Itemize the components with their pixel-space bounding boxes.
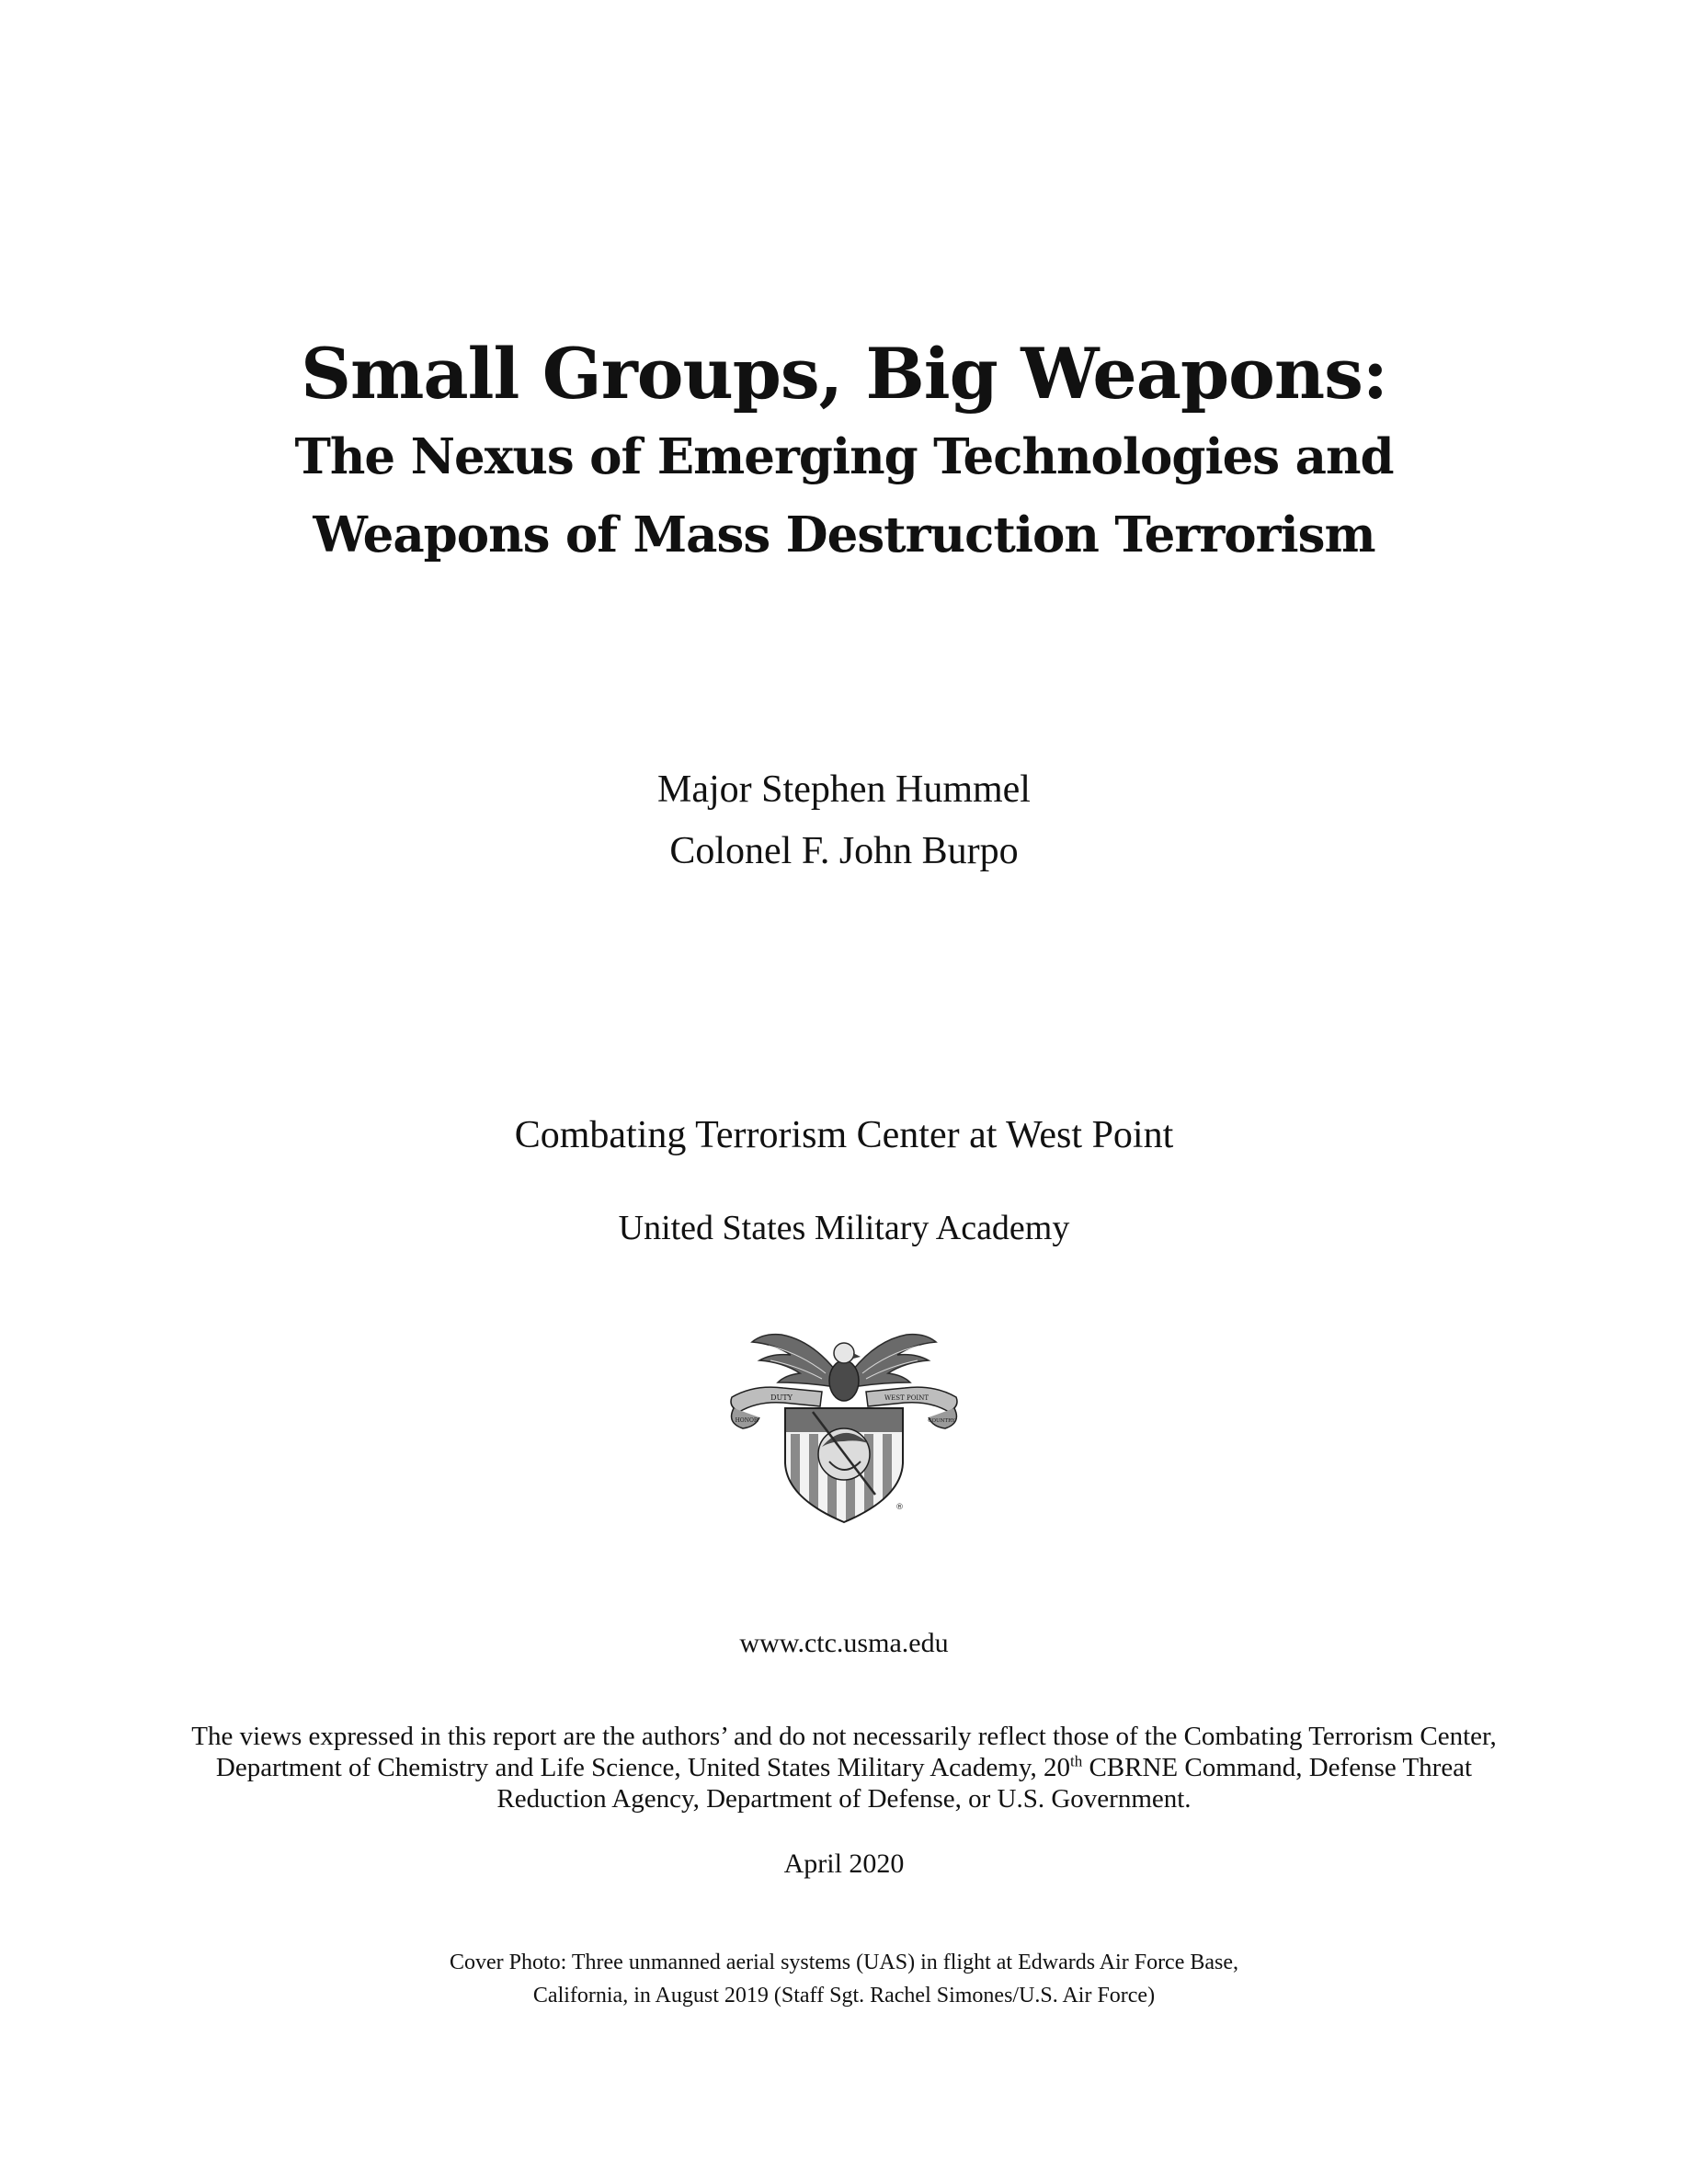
disclaimer-part-2: CBRNE Command, Defense Threat Reduction Agency, Department of Defense, or U.S. Government.: [496, 1753, 1473, 1814]
title-subtitle-line-2: Weapons of Mass Destruction Terrorism: [313, 506, 1375, 563]
cover-photo-credit-line-2: California, in August 2019 (Staff Sgt. Rachel Simones/U.S. Air Force): [532, 1984, 1156, 2008]
eagle-body: [829, 1360, 859, 1401]
website-url: www.ctc.usma.edu: [739, 1628, 949, 1658]
eagle-left-wing: [752, 1335, 835, 1386]
publication-date: April 2020: [783, 1848, 905, 1879]
eagle-right-wing: [853, 1335, 936, 1386]
motto-text-right-2: COUNTRY: [928, 1418, 955, 1424]
cover-photo-credit: [276, 1946, 1412, 2012]
organization-name: Combating Terrorism Center at West Point: [514, 1114, 1174, 1156]
disclaimer-text: [165, 1721, 1523, 1814]
registered-mark: ®: [895, 1503, 904, 1512]
disclaimer-ordinal: th: [1069, 1752, 1083, 1770]
west-point-crest-icon: [726, 1333, 962, 1526]
eagle-head: [834, 1343, 854, 1363]
title-main: Small Groups, Big Weapons:: [301, 333, 1387, 415]
cover-photo-credit-line-1: Cover Photo: Three unmanned aerial systems (UAS) in flight at Edwards Air Force Base,: [449, 1951, 1239, 1974]
organization-subtitle: United States Military Academy: [618, 1209, 1070, 1247]
motto-text-left-2: HONOR: [735, 1417, 758, 1424]
motto-text-left: DUTY: [770, 1393, 793, 1402]
title-subtitle-line-1: The Nexus of Emerging Technologies and: [294, 428, 1394, 485]
author-name: Colonel F. John Burpo: [669, 830, 1019, 872]
motto-text-right: WEST POINT: [884, 1394, 930, 1402]
author-name: Major Stephen Hummel: [657, 768, 1031, 811]
disclaimer-part-1: The views expressed in this report are the authors’ and do not necessarily reflect those of the Combating Terrorism Center, Department of Chemistry and Life Science, United States Military Academy, 20: [191, 1722, 1497, 1782]
